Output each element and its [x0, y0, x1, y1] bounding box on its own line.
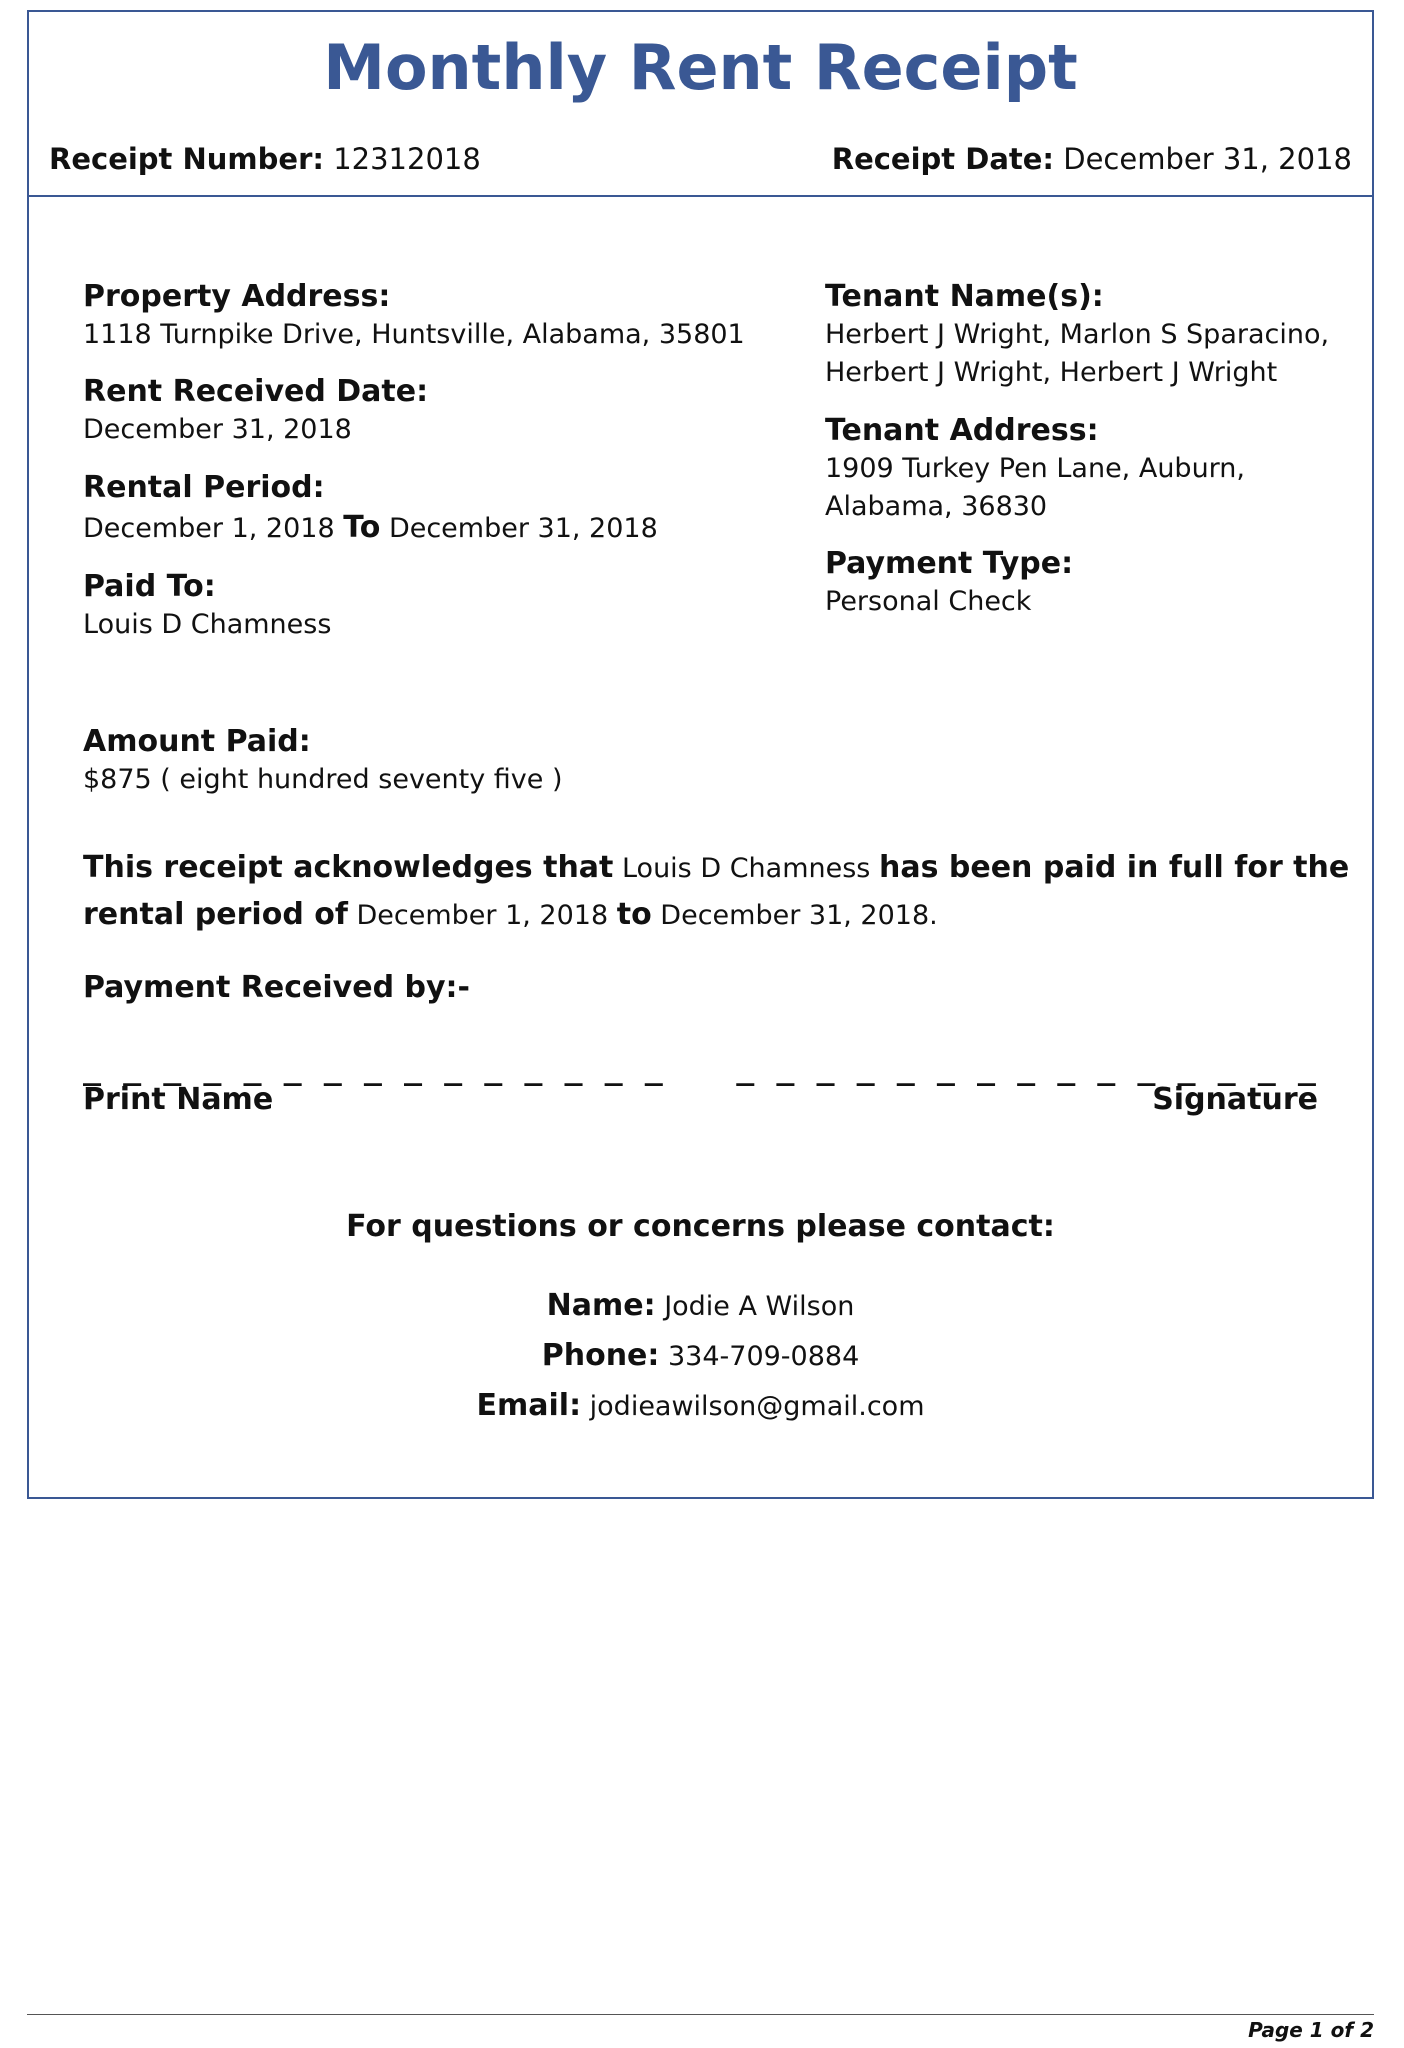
contact-heading: For questions or concerns please contact: [346, 1209, 1055, 1244]
contact-phone-label: Phone: [541, 1338, 660, 1373]
rental-period-value [83, 507, 773, 550]
receipt-date-row [832, 142, 1352, 177]
tenant-names-label: Tenant Name(s): [825, 279, 1104, 314]
tenant-names-field [825, 277, 1365, 393]
payment-type-label: Payment Type: [825, 546, 1074, 582]
contact-phone-value: 334-709-0884 [667, 1341, 860, 1372]
page-number: Page 1 of 2 [1248, 2018, 1374, 2042]
footer-divider [27, 2014, 1374, 2015]
property-address-label: Property Address: [83, 279, 391, 314]
contact-name-label: Name: [546, 1288, 656, 1323]
rental-period-field [83, 468, 773, 550]
payment-received-by: Payment Received by:- [83, 970, 470, 1005]
contact-email-label: Email: [476, 1388, 582, 1423]
print-name-label: Print Name [83, 1082, 274, 1117]
paid-to-field [83, 567, 773, 644]
receipt-number-value: 12312018 [333, 142, 481, 176]
receipt-header [29, 12, 1372, 197]
paid-to-value: Louis D Chamness [83, 609, 332, 641]
ack-to: to [616, 896, 652, 932]
contact-section [29, 1209, 1372, 1438]
contact-email-value[interactable]: jodieawilson@gmail.com [589, 1391, 925, 1422]
print-name-line: _ _ _ _ _ _ _ _ _ _ _ _ _ _ _ [83, 1052, 665, 1087]
ack-payee: Louis D Chamness [621, 853, 871, 884]
rental-period-label: Rental Period: [83, 469, 325, 505]
acknowledgement-paragraph [83, 845, 1353, 938]
left-column [83, 277, 773, 663]
receipt-number-label: Receipt Number: [49, 142, 324, 176]
ack-end: December 31, 2018. [660, 899, 938, 931]
property-address-value: 1118 Turnpike Drive, Huntsville, Alabama, 35801 [83, 319, 745, 350]
tenant-address-field [825, 411, 1365, 527]
rent-received-date-field [83, 372, 773, 449]
tenant-names-value: Herbert J Wright, Marlon S Sparacino, Herbert J Wright, Herbert J Wright [825, 319, 1330, 389]
ack-part1: This receipt acknowledges that [83, 850, 614, 885]
amount-paid-label: Amount Paid: [83, 724, 311, 759]
amount-paid-value: $875 ( eight hundred seventy five ) [83, 764, 563, 795]
tenant-address-value: 1909 Turkey Pen Lane, Auburn, Alabama, 36830 [825, 452, 1246, 522]
contact-name-value: Jodie A Wilson [664, 1291, 855, 1322]
rent-received-date-label: Rent Received Date: [83, 374, 429, 410]
receipt-date-value: December 31, 2018 [1063, 142, 1352, 176]
ack-start: December 1, 2018 [356, 899, 609, 931]
rental-period-start: December 1, 2018 [83, 512, 335, 544]
payment-type-value: Personal Check [825, 586, 1032, 618]
receipt-number-row [49, 142, 481, 177]
ack-part2: has been paid in full for the rental period of [83, 850, 1350, 932]
payment-type-field [825, 544, 1365, 621]
rental-period-end: December 31, 2018 [388, 512, 658, 544]
receipt-date-label: Receipt Date: [831, 142, 1055, 176]
tenant-address-label: Tenant Address: [825, 412, 1099, 448]
contact-email-row [29, 1388, 1372, 1424]
contact-phone-row [29, 1338, 1372, 1374]
paid-to-label: Paid To: [83, 569, 216, 605]
rental-period-to: To [343, 509, 381, 545]
amount-paid-field [83, 722, 563, 799]
rent-received-date-value: December 31, 2018 [83, 414, 352, 446]
signature-label: Signature [1152, 1082, 1318, 1117]
property-address-field [83, 277, 773, 354]
page-title: Monthly Rent Receipt [323, 31, 1078, 104]
receipt-box [27, 10, 1374, 1499]
signature-line: _ _ _ _ _ _ _ _ _ _ _ _ _ _ _ [736, 1052, 1318, 1087]
right-column [825, 277, 1365, 640]
contact-name-row [29, 1288, 1372, 1324]
